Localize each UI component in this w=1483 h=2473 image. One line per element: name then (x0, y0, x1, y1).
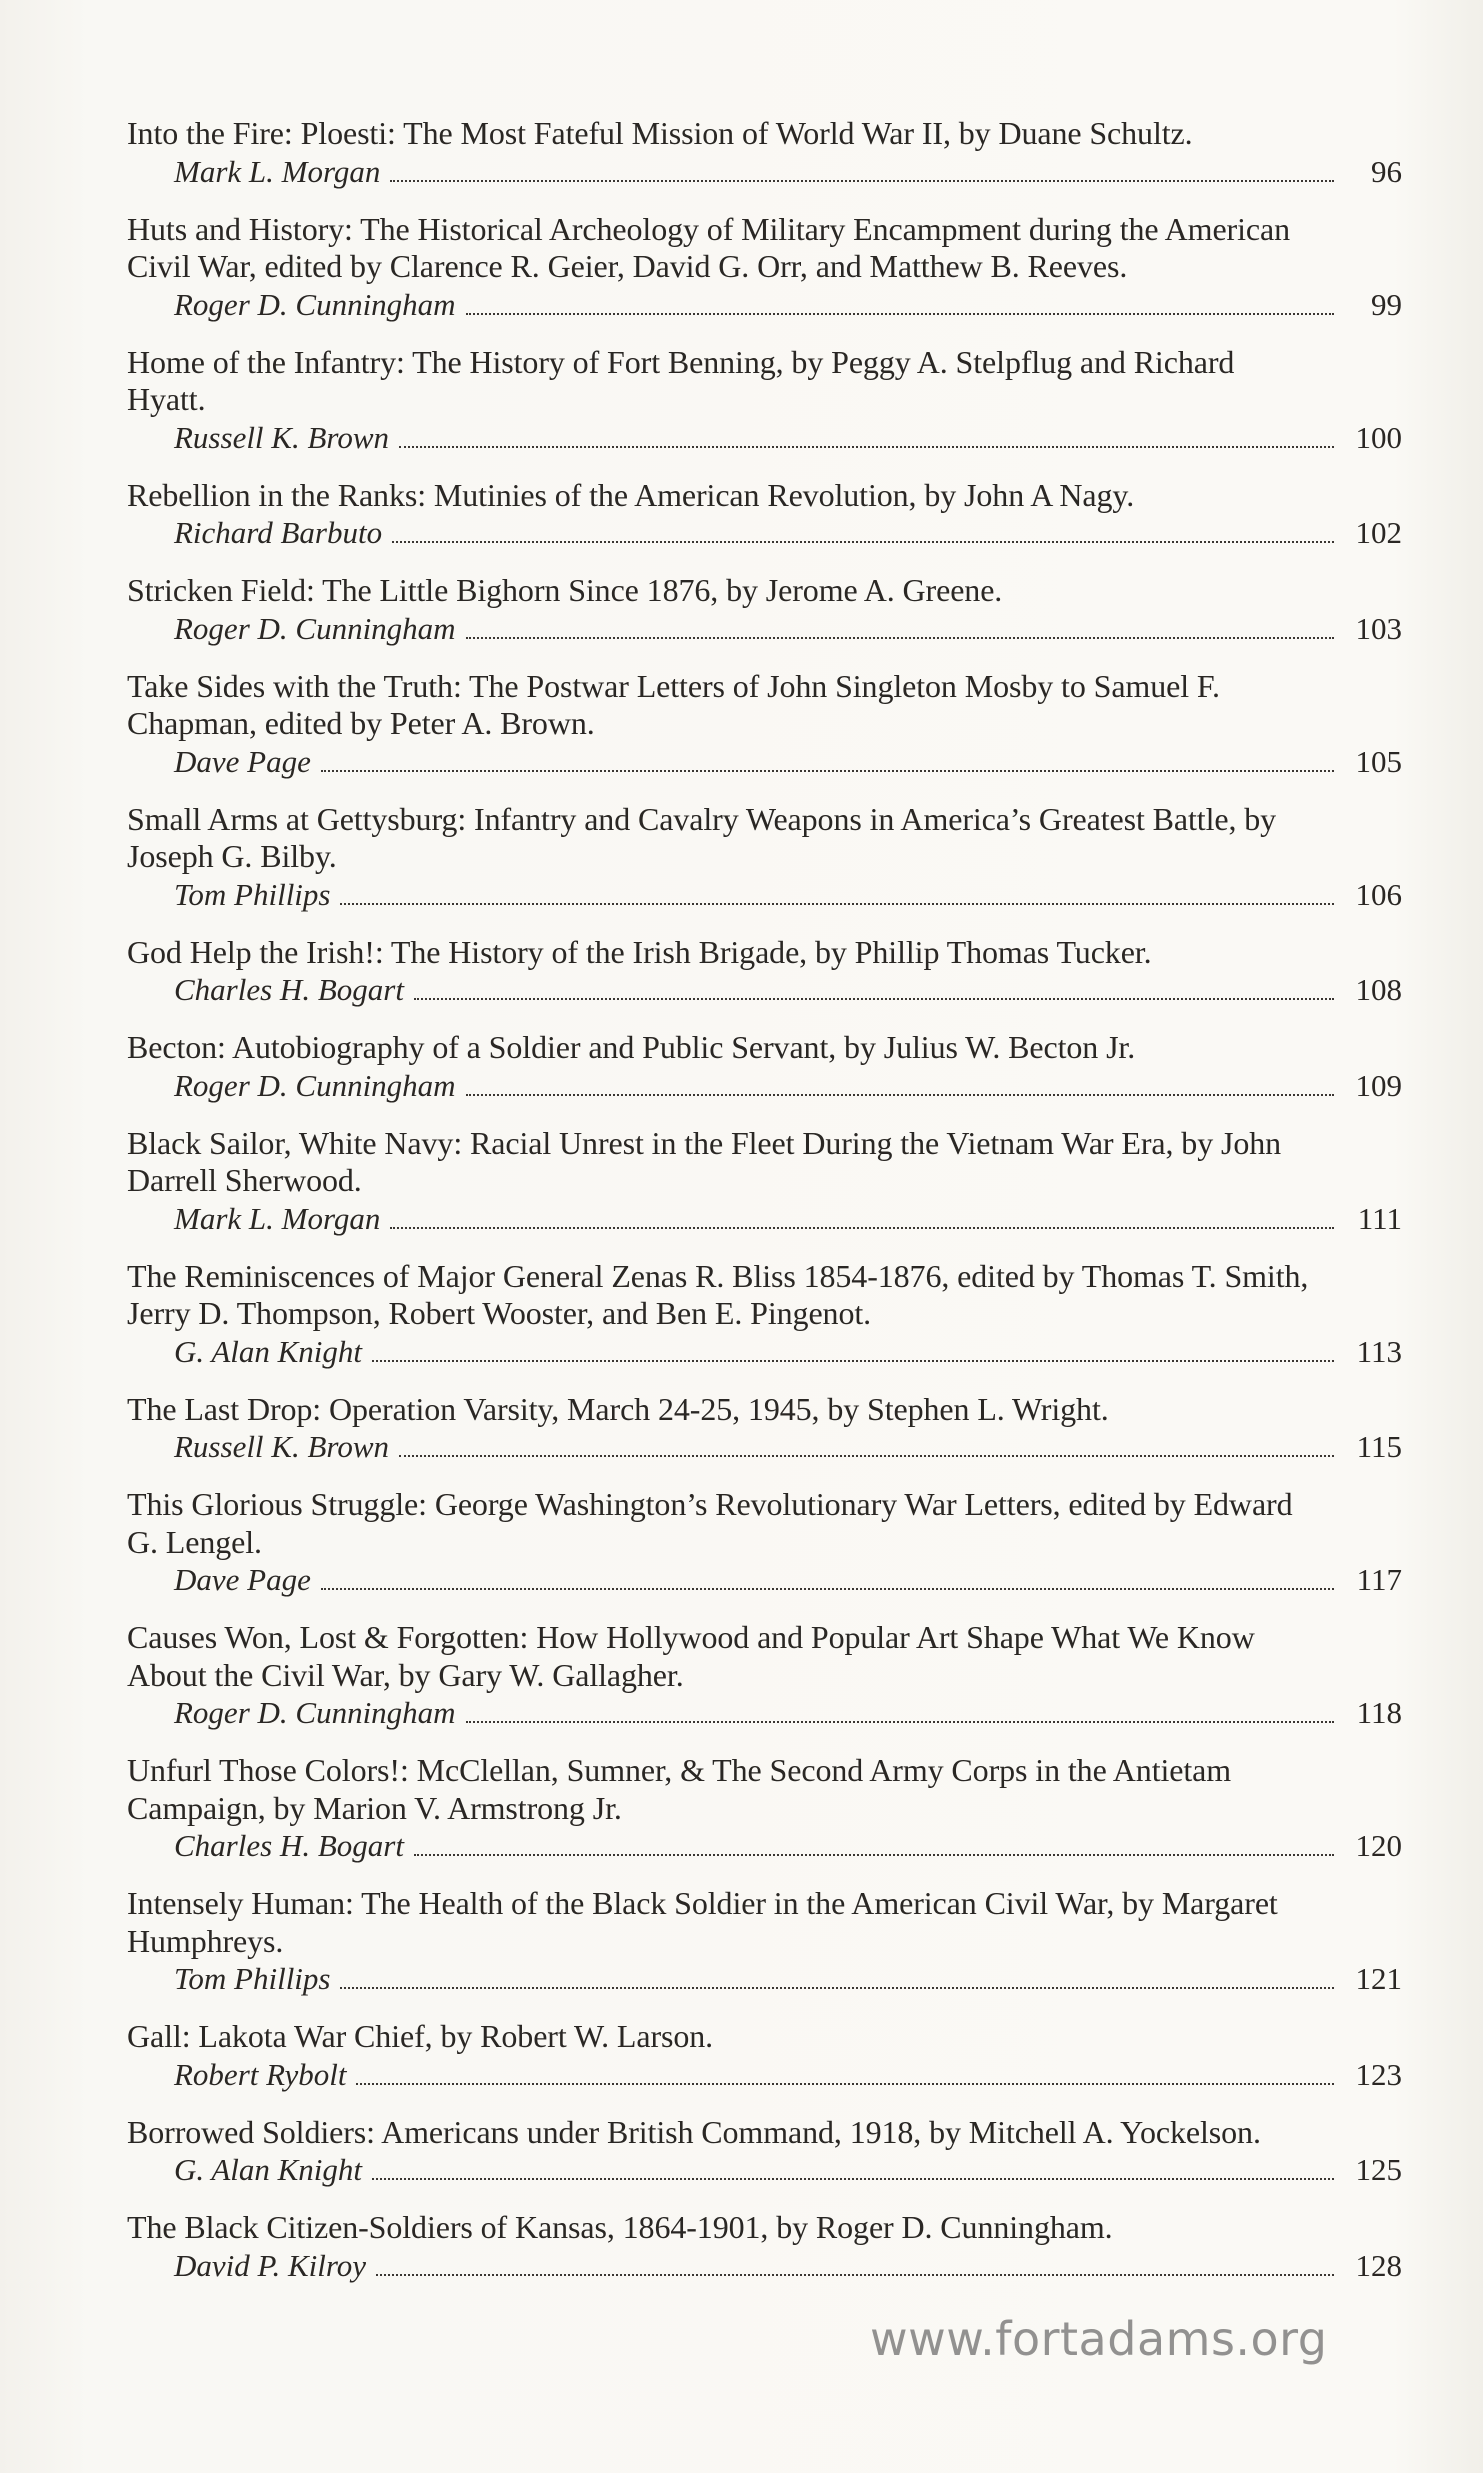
book-title: Black Sailor, White Navy: Racial Unrest in the Fleet During the Vietnam War Era, by John Darrell Sherwood. (127, 1124, 1282, 1198)
reviewer-name: Tom Phillips (174, 876, 331, 912)
reviewer-name: Richard Barbuto (174, 515, 383, 550)
dot-leader (390, 180, 1334, 182)
reviewer-name: Dave Page (174, 743, 311, 779)
reviewer-name: Charles H. Bogart (174, 972, 404, 1007)
page-number: 108 (1355, 972, 1402, 1007)
dot-leader (372, 1360, 1334, 1362)
toc-entry (127, 801, 1402, 913)
page-number: 100 (1355, 419, 1402, 455)
reviewer-name: Tom Phillips (174, 1961, 331, 1996)
dot-leader (466, 313, 1334, 315)
page-number: 109 (1355, 1067, 1402, 1103)
toc-entry (127, 1486, 1402, 1598)
dot-leader (414, 1854, 1334, 1856)
reviewer-line (174, 971, 1402, 1008)
page-number: 120 (1355, 1828, 1402, 1863)
reviewer-name: Mark L. Morgan (174, 1200, 381, 1236)
website-watermark: www.fortadams.org (870, 2312, 1328, 2366)
toc-entry (127, 1391, 1402, 1466)
page-number: 128 (1355, 2247, 1402, 2283)
book-title: The Last Drop: Operation Varsity, March 24-25, 1945, by Stephen L. Wright. (127, 1390, 1109, 1427)
page-number: 125 (1355, 2152, 1402, 2187)
dot-leader (392, 541, 1334, 543)
reviewer-line (174, 1960, 1402, 1997)
toc-entry (127, 2209, 1402, 2284)
page-number: 121 (1355, 1961, 1402, 1996)
reviewer-name: Roger D. Cunningham (174, 286, 456, 322)
dot-leader (340, 903, 1334, 905)
dot-leader (466, 637, 1334, 639)
reviewer-line (174, 419, 1402, 456)
reviewer-name: Charles H. Bogart (174, 1828, 404, 1863)
book-title: God Help the Irish!: The History of the Irish Brigade, by Phillip Thomas Tucker. (127, 933, 1152, 970)
dot-leader (376, 2274, 1334, 2276)
book-title: Intensely Human: The Health of the Black Soldier in the American Civil War, by Margaret Humphreys. (127, 1885, 1278, 1959)
page-number: 111 (1357, 1200, 1402, 1236)
book-title: Rebellion in the Ranks: Mutinies of the American Revolution, by John A Nagy. (127, 476, 1135, 513)
toc-entry (127, 477, 1402, 552)
reviewer-line (174, 2151, 1402, 2188)
reviewer-line (174, 2247, 1402, 2284)
page-number: 123 (1355, 2056, 1402, 2092)
reviewer-name: Dave Page (174, 1562, 311, 1597)
toc-entry (127, 934, 1402, 1009)
book-title: Gall: Lakota War Chief, by Robert W. Larson. (127, 2018, 714, 2054)
dot-leader (466, 1094, 1334, 1096)
dot-leader (356, 2083, 1334, 2085)
reviewer-line (174, 514, 1402, 551)
table-of-contents (127, 115, 1402, 2305)
reviewer-line (174, 1067, 1402, 1104)
reviewer-name: David P. Kilroy (174, 2247, 367, 2283)
reviewer-name: Roger D. Cunningham (174, 1067, 456, 1103)
book-title: Unfurl Those Colors!: McClellan, Sumner, & The Second Army Corps in the Antietam Campaign, by Marion V. Armstrong Jr. (127, 1752, 1232, 1826)
toc-entry (127, 1885, 1402, 1997)
page-number: 105 (1355, 743, 1402, 779)
book-title: Into the Fire: Ploesti: The Most Fateful Mission of World War II, by Duane Schultz. (127, 115, 1193, 151)
page-number: 115 (1356, 1429, 1402, 1464)
toc-entry (127, 1258, 1402, 1370)
book-title: This Glorious Struggle: George Washington’s Revolutionary War Letters, edited by Edward G. Lengel. (127, 1486, 1293, 1560)
dot-leader (372, 2178, 1334, 2180)
page-number: 99 (1371, 286, 1402, 322)
reviewer-name: Mark L. Morgan (174, 153, 381, 189)
page-number: 118 (1356, 1695, 1402, 1730)
book-title: Borrowed Soldiers: Americans under British Command, 1918, by Mitchell A. Yockelson. (127, 2113, 1261, 2150)
page-number: 117 (1356, 1562, 1402, 1597)
reviewer-line (174, 1561, 1402, 1598)
toc-entry (127, 572, 1402, 647)
reviewer-line (174, 1694, 1402, 1731)
reviewer-line (174, 1428, 1402, 1465)
page-number: 103 (1355, 610, 1402, 646)
page-number: 102 (1355, 515, 1402, 550)
toc-entry (127, 2018, 1402, 2093)
book-title: The Black Citizen-Soldiers of Kansas, 1864-1901, by Roger D. Cunningham. (127, 2209, 1113, 2245)
book-title: Take Sides with the Truth: The Postwar Letters of John Singleton Mosby to Samuel F. Chapman, edited by Peter A. Brown. (127, 667, 1220, 741)
page-number: 106 (1355, 876, 1402, 912)
toc-entry (127, 211, 1402, 323)
toc-entry (127, 344, 1402, 456)
page-number: 113 (1356, 1333, 1402, 1369)
book-title: Stricken Field: The Little Bighorn Since 1876, by Jerome A. Greene. (127, 572, 1003, 608)
dot-leader (466, 1721, 1334, 1723)
dot-leader (321, 770, 1334, 772)
toc-entry (127, 1029, 1402, 1104)
dot-leader (399, 446, 1334, 448)
dot-leader (399, 1455, 1334, 1457)
book-title: Huts and History: The Historical Archeology of Military Encampment during the American Civil War, edited by Clarence R. Geier, David G. Orr, and Matthew B. Reeves. (127, 210, 1290, 284)
reviewer-name: G. Alan Knight (174, 2152, 363, 2187)
reviewer-name: Robert Rybolt (174, 2056, 347, 2092)
toc-entry (127, 1752, 1402, 1864)
reviewer-line (174, 876, 1402, 913)
reviewer-line (174, 743, 1402, 780)
toc-entry (127, 1619, 1402, 1731)
reviewer-line (174, 286, 1402, 323)
toc-entry (127, 1125, 1402, 1237)
dot-leader (321, 1588, 1334, 1590)
toc-entry (127, 668, 1402, 780)
reviewer-name: Russell K. Brown (174, 419, 390, 455)
reviewer-line (174, 1333, 1402, 1370)
toc-entry (127, 2114, 1402, 2189)
dot-leader (390, 1227, 1334, 1229)
toc-entry (127, 115, 1402, 190)
dot-leader (414, 998, 1334, 1000)
reviewer-line (174, 153, 1402, 190)
book-title: Causes Won, Lost & Forgotten: How Hollywood and Popular Art Shape What We Know About the Civil War, by Gary W. Gallagher. (127, 1619, 1255, 1693)
book-title: Small Arms at Gettysburg: Infantry and Cavalry Weapons in America’s Greatest Battle, by Joseph G. Bilby. (127, 800, 1277, 874)
reviewer-name: Roger D. Cunningham (174, 610, 456, 646)
reviewer-name: Roger D. Cunningham (174, 1695, 456, 1730)
dot-leader (340, 1987, 1334, 1989)
book-title: Becton: Autobiography of a Soldier and Public Servant, by Julius W. Becton Jr. (127, 1029, 1136, 1065)
page-number: 96 (1371, 153, 1402, 189)
reviewer-name: Russell K. Brown (174, 1429, 390, 1464)
reviewer-line (174, 1827, 1402, 1864)
reviewer-line (174, 2056, 1402, 2093)
reviewer-line (174, 1200, 1402, 1237)
book-title: The Reminiscences of Major General Zenas R. Bliss 1854-1876, edited by Thomas T. Smith, Jerry D. Thompson, Robert Wooster, and Ben E. Pingenot. (127, 1257, 1309, 1331)
reviewer-name: G. Alan Knight (174, 1333, 363, 1369)
book-title: Home of the Infantry: The History of Fort Benning, by Peggy A. Stelpflug and Richard Hyatt. (127, 343, 1235, 417)
reviewer-line (174, 610, 1402, 647)
